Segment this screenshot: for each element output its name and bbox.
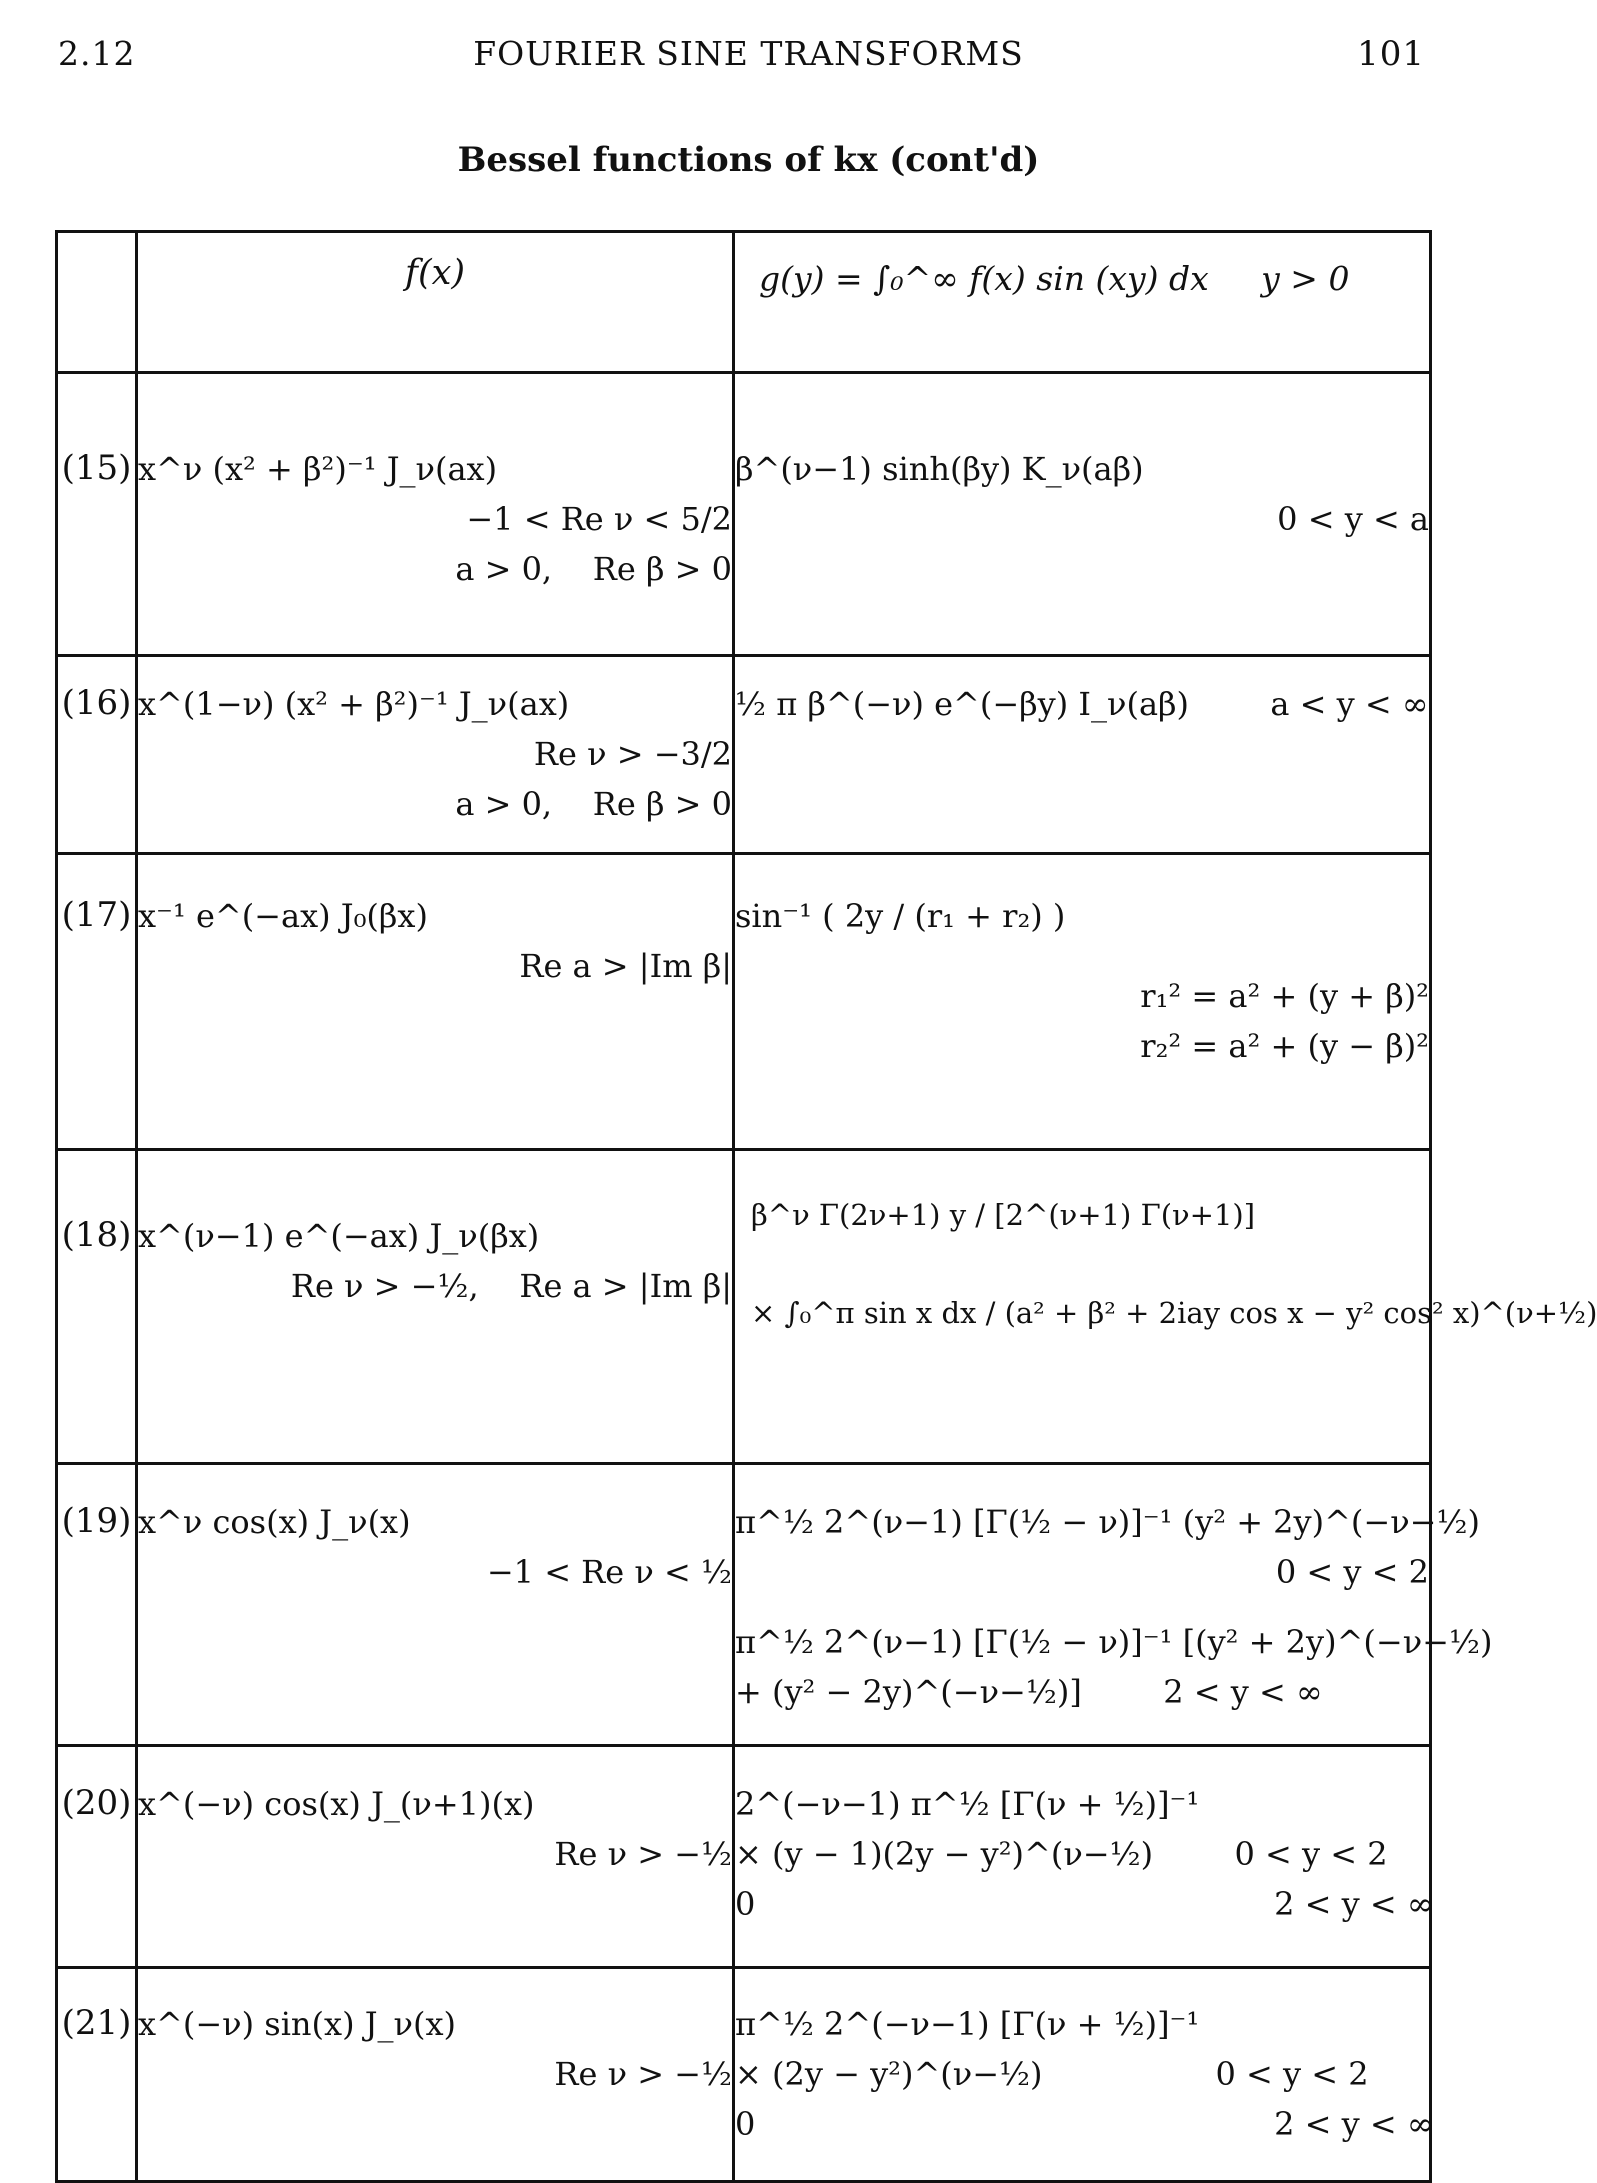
- table-row: [57, 656, 1431, 854]
- g-expression: β^ν Γ(2ν+1) y / [2^(ν+1) Γ(ν+1)]: [751, 1198, 1256, 1232]
- g-expression: π^½ 2^(ν−1) [Γ(½ − ν)]⁻¹ [(y² + 2y)^(−ν−½): [735, 1623, 1493, 1661]
- f-cell: [137, 1968, 734, 2182]
- g-cell: [734, 1968, 1434, 2182]
- g-expression: β^(ν−1) sinh(βy) K_ν(aβ): [735, 450, 1144, 488]
- transform-table: [55, 230, 1597, 2183]
- g-cell: [734, 656, 1431, 854]
- f-cell: [137, 1746, 734, 1968]
- table-row: [57, 373, 1431, 656]
- row-number: (18): [57, 1150, 137, 1464]
- table-header-row: [57, 232, 1431, 373]
- f-condition: Re ν > −½: [554, 2055, 732, 2093]
- f-cell: [137, 656, 734, 854]
- g-expression: π^½ 2^(ν−1) [Γ(½ − ν)]⁻¹ (y² + 2y)^(−ν−½): [735, 1503, 1480, 1541]
- g-expression: ½ π β^(−ν) e^(−βy) I_ν(aβ) a < y < ∞: [735, 685, 1429, 723]
- f-condition: a > 0, Re β > 0: [455, 550, 732, 588]
- f-condition: Re ν > −½: [554, 1835, 732, 1873]
- g-expression: 0 2 < y < ∞: [735, 1885, 1434, 1923]
- g-cell: [734, 373, 1431, 656]
- table-row: [57, 1464, 1431, 1746]
- row-number: (17): [57, 854, 137, 1150]
- g-expression: × (2y − y²)^(ν−½) 0 < y < 2: [735, 2055, 1369, 2093]
- f-condition: Re ν > −3/2: [533, 735, 732, 773]
- f-cell: [137, 1464, 734, 1746]
- table-row: [57, 854, 1431, 1150]
- g-condition: r₁² = a² + (y + β)²: [1140, 977, 1429, 1015]
- f-expression: x^ν (x² + β²)⁻¹ J_ν(ax): [138, 450, 498, 488]
- g-expression: π^½ 2^(−ν−1) [Γ(ν + ½)]⁻¹: [735, 2005, 1200, 2043]
- running-title: FOURIER SINE TRANSFORMS: [473, 34, 1024, 73]
- row-number: (16): [57, 656, 137, 854]
- g-cell: [734, 1464, 1493, 1746]
- table-row: [57, 1968, 1431, 2182]
- g-condition: r₂² = a² + (y − β)²: [1140, 1027, 1429, 1065]
- row-number: (19): [57, 1464, 137, 1746]
- f-expression: x^(−ν) sin(x) J_ν(x): [138, 2005, 457, 2043]
- section-number: 2.12: [58, 34, 136, 73]
- g-cell: [734, 1150, 1597, 1464]
- f-expression: x^ν cos(x) J_ν(x): [138, 1503, 411, 1541]
- f-column-header: f(x): [137, 232, 734, 373]
- g-expression: 0 2 < y < ∞: [735, 2105, 1434, 2143]
- g-cell: [734, 854, 1431, 1150]
- f-condition: Re a > |Im β|: [519, 947, 732, 985]
- f-cell: [137, 854, 734, 1150]
- page-number: 101: [1357, 34, 1425, 74]
- g-expression: × ∫₀^π sin x dx / (a² + β² + 2iay cos x − y² cos² x)^(ν+½): [751, 1296, 1597, 1330]
- g-expression: × (y − 1)(2y − y²)^(ν−½) 0 < y < 2: [735, 1835, 1388, 1873]
- f-cell: [137, 1150, 734, 1464]
- f-expression: x^(1−ν) (x² + β²)⁻¹ J_ν(ax): [138, 685, 570, 723]
- f-expression: x⁻¹ e^(−ax) J₀(βx): [138, 897, 428, 935]
- table-subtitle: Bessel functions of kx (cont'd): [457, 140, 1040, 180]
- f-condition: −1 < Re ν < ½: [486, 1553, 732, 1591]
- g-column-header: g(y) = ∫₀^∞ f(x) sin (xy) dx y > 0: [734, 232, 1431, 373]
- f-cell: [137, 373, 734, 656]
- g-condition: 0 < y < a: [1277, 500, 1429, 538]
- f-expression: x^(ν−1) e^(−ax) J_ν(βx): [138, 1217, 540, 1255]
- g-expression: + (y² − 2y)^(−ν−½)] 2 < y < ∞: [735, 1673, 1323, 1711]
- table-row: [57, 1746, 1431, 1968]
- f-condition: −1 < Re ν < 5/2: [466, 500, 732, 538]
- table-row: [57, 1150, 1431, 1464]
- row-number: (20): [57, 1746, 137, 1968]
- f-condition: Re ν > −½, Re a > |Im β|: [290, 1267, 732, 1305]
- f-expression: x^(−ν) cos(x) J_(ν+1)(x): [138, 1785, 535, 1823]
- g-condition: 0 < y < 2: [1275, 1553, 1429, 1591]
- number-column-header: [57, 232, 137, 373]
- g-expression: sin⁻¹ ( 2y / (r₁ + r₂) ): [735, 897, 1066, 935]
- f-condition: a > 0, Re β > 0: [455, 785, 732, 823]
- row-number: (15): [57, 373, 137, 656]
- g-cell: [734, 1746, 1434, 1968]
- row-number: (21): [57, 1968, 137, 2182]
- g-expression: 2^(−ν−1) π^½ [Γ(ν + ½)]⁻¹: [735, 1785, 1200, 1823]
